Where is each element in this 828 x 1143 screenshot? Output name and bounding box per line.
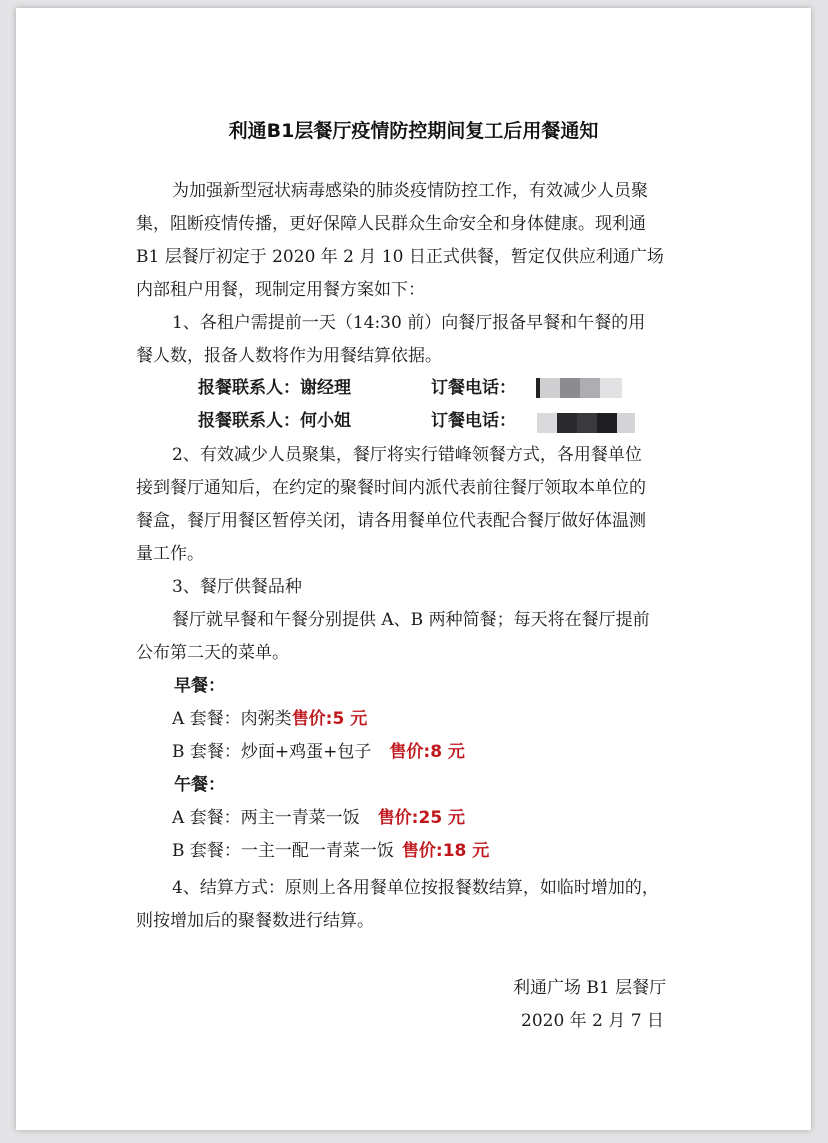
item4-line: 4、结算方式：原则上各用餐单位按报餐数结算，如临时增加的， <box>172 878 659 898</box>
item3-line: 餐厅就早餐和午餐分别提供 A、B 两种简餐；每天将在餐厅提前 <box>172 610 650 630</box>
menu-item <box>172 741 465 763</box>
redacted-phone <box>536 378 622 398</box>
menu-item <box>172 807 465 829</box>
intro-line: 内部租户用餐，现制定用餐方案如下： <box>136 280 425 300</box>
contact-person: 报餐联系人：何小姐 <box>198 411 351 431</box>
item1-line: 餐人数，报备人数将作为用餐结算依据。 <box>136 346 442 366</box>
item2-line: 餐盒，餐厅用餐区暂停关闭，请各用餐单位代表配合餐厅做好体温测 <box>136 511 646 531</box>
intro-line: B1 层餐厅初定于 2020 年 2 月 10 日正式供餐，暂定仅供应利通广场 <box>136 247 664 267</box>
intro-line: 集，阻断疫情传播，更好保障人民群众生命安全和身体健康。现利通 <box>136 214 646 234</box>
menu-item-price: 售价:5 元 <box>291 709 368 729</box>
item2-line: 接到餐厅通知后，在约定的聚餐时间内派代表前往餐厅领取本单位的 <box>136 478 646 498</box>
item2-line: 2、有效减少人员聚集，餐厅将实行错峰领餐方式，各用餐单位 <box>172 445 642 465</box>
document-page <box>16 8 811 1130</box>
contact-person: 报餐联系人：谢经理 <box>198 378 351 398</box>
breakfast-heading: 早餐： <box>174 676 225 696</box>
menu-item-price: 售价:18 元 <box>401 841 490 861</box>
intro-line: 为加强新型冠状病毒感染的肺炎疫情防控工作，有效减少人员聚 <box>172 181 648 201</box>
notice-title: 利通B1层餐厅疫情防控期间复工后用餐通知 <box>228 120 599 142</box>
menu-item <box>172 840 489 862</box>
item1-line: 1、各租户需提前一天（14:30 前）向餐厅报备早餐和午餐的用 <box>172 313 646 333</box>
item2-line: 量工作。 <box>136 544 204 564</box>
phone-label: 订餐电话： <box>431 378 516 398</box>
menu-item-text: A 套餐：肉粥类 <box>172 709 292 729</box>
item4-line: 则按增加后的聚餐数进行结算。 <box>136 911 374 931</box>
signature-date: 2020 年 2 月 7 日 <box>521 1011 664 1031</box>
lunch-heading: 午餐： <box>174 775 225 795</box>
menu-item-price: 售价:25 元 <box>377 808 466 828</box>
redacted-phone <box>537 413 635 433</box>
signature-org: 利通广场 B1 层餐厅 <box>513 978 667 998</box>
item3-heading: 3、餐厅供餐品种 <box>172 577 302 597</box>
menu-item <box>172 708 367 730</box>
phone-label: 订餐电话： <box>431 411 516 431</box>
menu-item-text: B 套餐：炒面+鸡蛋+包子 <box>172 742 372 762</box>
item3-line: 公布第二天的菜单。 <box>136 643 289 663</box>
menu-item-text: A 套餐：两主一青菜一饭 <box>172 808 360 828</box>
menu-item-text: B 套餐：一主一配一青菜一饭 <box>172 841 394 861</box>
menu-item-price: 售价:8 元 <box>389 742 465 762</box>
